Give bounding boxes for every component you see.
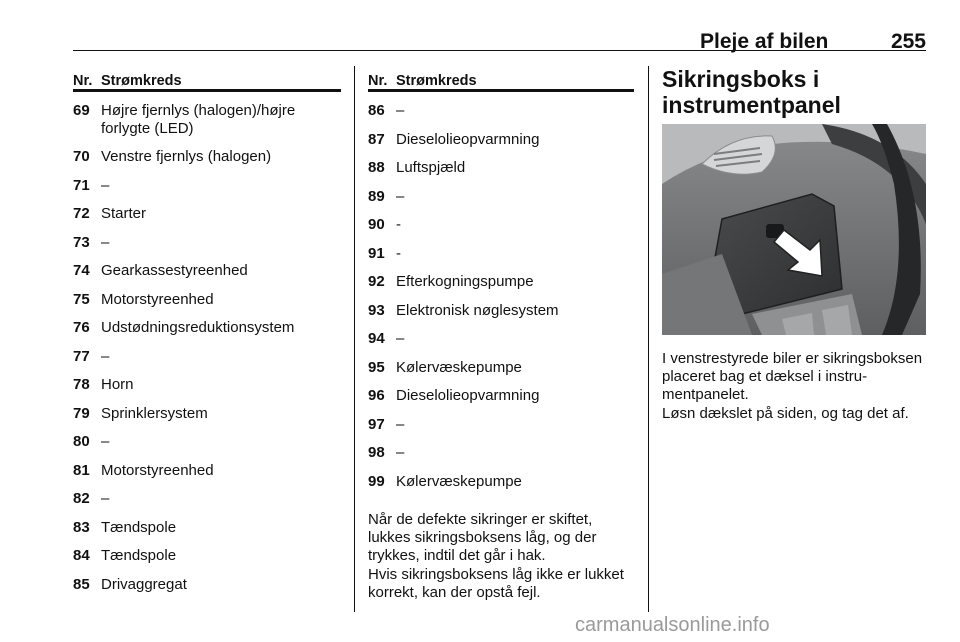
fuse-number: 71 [73, 176, 90, 194]
table-row [73, 376, 341, 405]
fuse-number: 84 [73, 547, 90, 564]
fuse-circuit: Sprinklersystem [101, 404, 208, 422]
fuse-number: 97 [368, 415, 385, 433]
fuse-number: 77 [73, 347, 90, 365]
fuse-circuit: Dieselolieopvarmning [396, 387, 540, 404]
table-row [368, 131, 634, 160]
table-header [73, 66, 341, 92]
section-paragraph-1: I venstrestyrede biler er sikringsboksen placeret bag et dæksel i instrumentpanelet. [662, 350, 923, 403]
fuse-number: 70 [73, 148, 90, 165]
fuse-circuit: Starter [101, 205, 147, 222]
fuse-circuit: Kølervæskepumpe [396, 472, 522, 490]
fuse-circuit: – [101, 433, 110, 450]
table-row [368, 216, 634, 245]
fuse-number: 98 [368, 444, 385, 461]
column-divider-left [354, 66, 355, 612]
section-title: Sikringsboks i instrumentpanel [662, 66, 841, 118]
fuse-circuit: Tændspole [101, 547, 177, 564]
header-rule [73, 50, 926, 51]
fuse-number: 88 [368, 159, 385, 176]
fuse-circuit: - [396, 216, 401, 233]
fuse-number: 89 [368, 187, 385, 205]
col-header-circuit: Strømkreds [101, 73, 182, 89]
fuse-number: 86 [368, 102, 385, 119]
table-row [368, 416, 634, 445]
fuse-number: 81 [73, 461, 90, 479]
fuse-number: 72 [73, 205, 90, 222]
fuse-number: 99 [368, 472, 385, 490]
fuse-number: 69 [73, 102, 90, 119]
table-row [73, 234, 341, 263]
fuse-circuit: – [396, 415, 405, 433]
table-row [73, 433, 341, 462]
fuse-circuit: – [101, 490, 110, 507]
fuse-number: 78 [73, 376, 90, 393]
fuse-number: 73 [73, 233, 90, 251]
table-row [368, 273, 634, 302]
fuse-circuit: – [101, 176, 110, 194]
table-row [368, 245, 634, 274]
dashboard-illustration [662, 124, 926, 335]
fuse-circuit: – [396, 102, 405, 119]
table-row [368, 444, 634, 473]
table-row [368, 102, 634, 131]
fuse-number: 76 [73, 319, 90, 336]
fuse-number: 96 [368, 387, 385, 404]
fuse-number: 95 [368, 358, 385, 376]
fuse-number: 74 [73, 262, 90, 279]
table-row [73, 490, 341, 519]
page-header-title: Pleje af bilen [700, 30, 829, 53]
fuse-number: 87 [368, 130, 385, 148]
fuse-number: 94 [368, 330, 385, 347]
fuse-number: 79 [73, 404, 90, 422]
table-row [73, 576, 341, 605]
fuse-circuit: Elektronisk nøglesystem [396, 301, 559, 319]
fuse-circuit: – [101, 347, 110, 365]
fuse-number: 80 [73, 433, 90, 450]
fuse-number: 93 [368, 301, 385, 319]
fuse-circuit: – [396, 444, 405, 461]
fuse-circuit: Motorstyreenhed [101, 290, 214, 308]
table-row [368, 359, 634, 388]
table-row [73, 348, 341, 377]
fuse-circuit: Horn [101, 376, 134, 393]
table-row [73, 262, 341, 291]
fuse-circuit: Motorstyreenhed [101, 461, 214, 479]
fuse-circuit: Efterkogningspumpe [396, 273, 534, 290]
middle-paragraph-1: Når de defekte sikringer er skiftet, lukkes sikringsboksens låg, og der trykkes, indtil det går i hak. [368, 511, 597, 564]
fuse-circuit: Drivaggregat [101, 575, 187, 593]
fuse-circuit: Udstødningsreduktionsystem [101, 319, 295, 336]
table-row [73, 319, 341, 348]
page-number: 255 [890, 30, 926, 53]
table-row [368, 387, 634, 416]
table-row [368, 330, 634, 359]
fuse-box-illustration [662, 124, 926, 335]
fuse-circuit: – [396, 330, 405, 347]
table-row [73, 177, 341, 206]
fuse-number: 83 [73, 518, 90, 536]
fuse-circuit: Dieselolieopvarmning [396, 130, 540, 148]
fuse-circuit: – [101, 233, 110, 251]
middle-paragraph-2: Hvis sikringsboksens låg ikke er lukket korrekt, kan der opstå fejl. [368, 566, 624, 601]
fuse-circuit: Tændspole [101, 518, 177, 536]
table-row [73, 462, 341, 491]
column-divider-right [648, 66, 649, 612]
fuse-table-right [368, 66, 634, 501]
col-header-nr: Nr. [73, 73, 93, 89]
col-header-nr: Nr. [368, 73, 388, 89]
fuse-table-left [73, 66, 341, 604]
table-row [73, 102, 341, 148]
fuse-circuit: Luftspjæld [396, 159, 466, 176]
table-row [368, 473, 634, 502]
table-row [73, 405, 341, 434]
table-row [73, 148, 341, 177]
watermark: carmanualsonline.info [575, 614, 770, 636]
fuse-circuit: Gearkassestyreenhed [101, 262, 248, 279]
table-row [73, 519, 341, 548]
fuse-number: 82 [73, 490, 90, 507]
fuse-number: 92 [368, 273, 385, 290]
section-paragraph-2: Løsn dækslet på siden, og tag det af. [662, 405, 909, 422]
table-header [368, 66, 634, 92]
table-row [368, 188, 634, 217]
fuse-number: 90 [368, 216, 385, 233]
fuse-number: 85 [73, 575, 90, 593]
fuse-circuit: - [396, 244, 401, 262]
fuse-number: 75 [73, 290, 90, 308]
table-row [368, 302, 634, 331]
table-row [73, 205, 341, 234]
table-row [73, 547, 341, 576]
table-row [73, 291, 341, 320]
col-header-circuit: Strømkreds [396, 73, 477, 89]
fuse-number: 91 [368, 244, 385, 262]
fuse-circuit: Kølervæskepumpe [396, 358, 522, 376]
fuse-circuit: Højre fjernlys (halogen)/højre forlygte (LED) [101, 102, 296, 137]
fuse-circuit: Venstre fjernlys (halogen) [101, 148, 272, 165]
table-row [368, 159, 634, 188]
fuse-circuit: – [396, 187, 405, 205]
